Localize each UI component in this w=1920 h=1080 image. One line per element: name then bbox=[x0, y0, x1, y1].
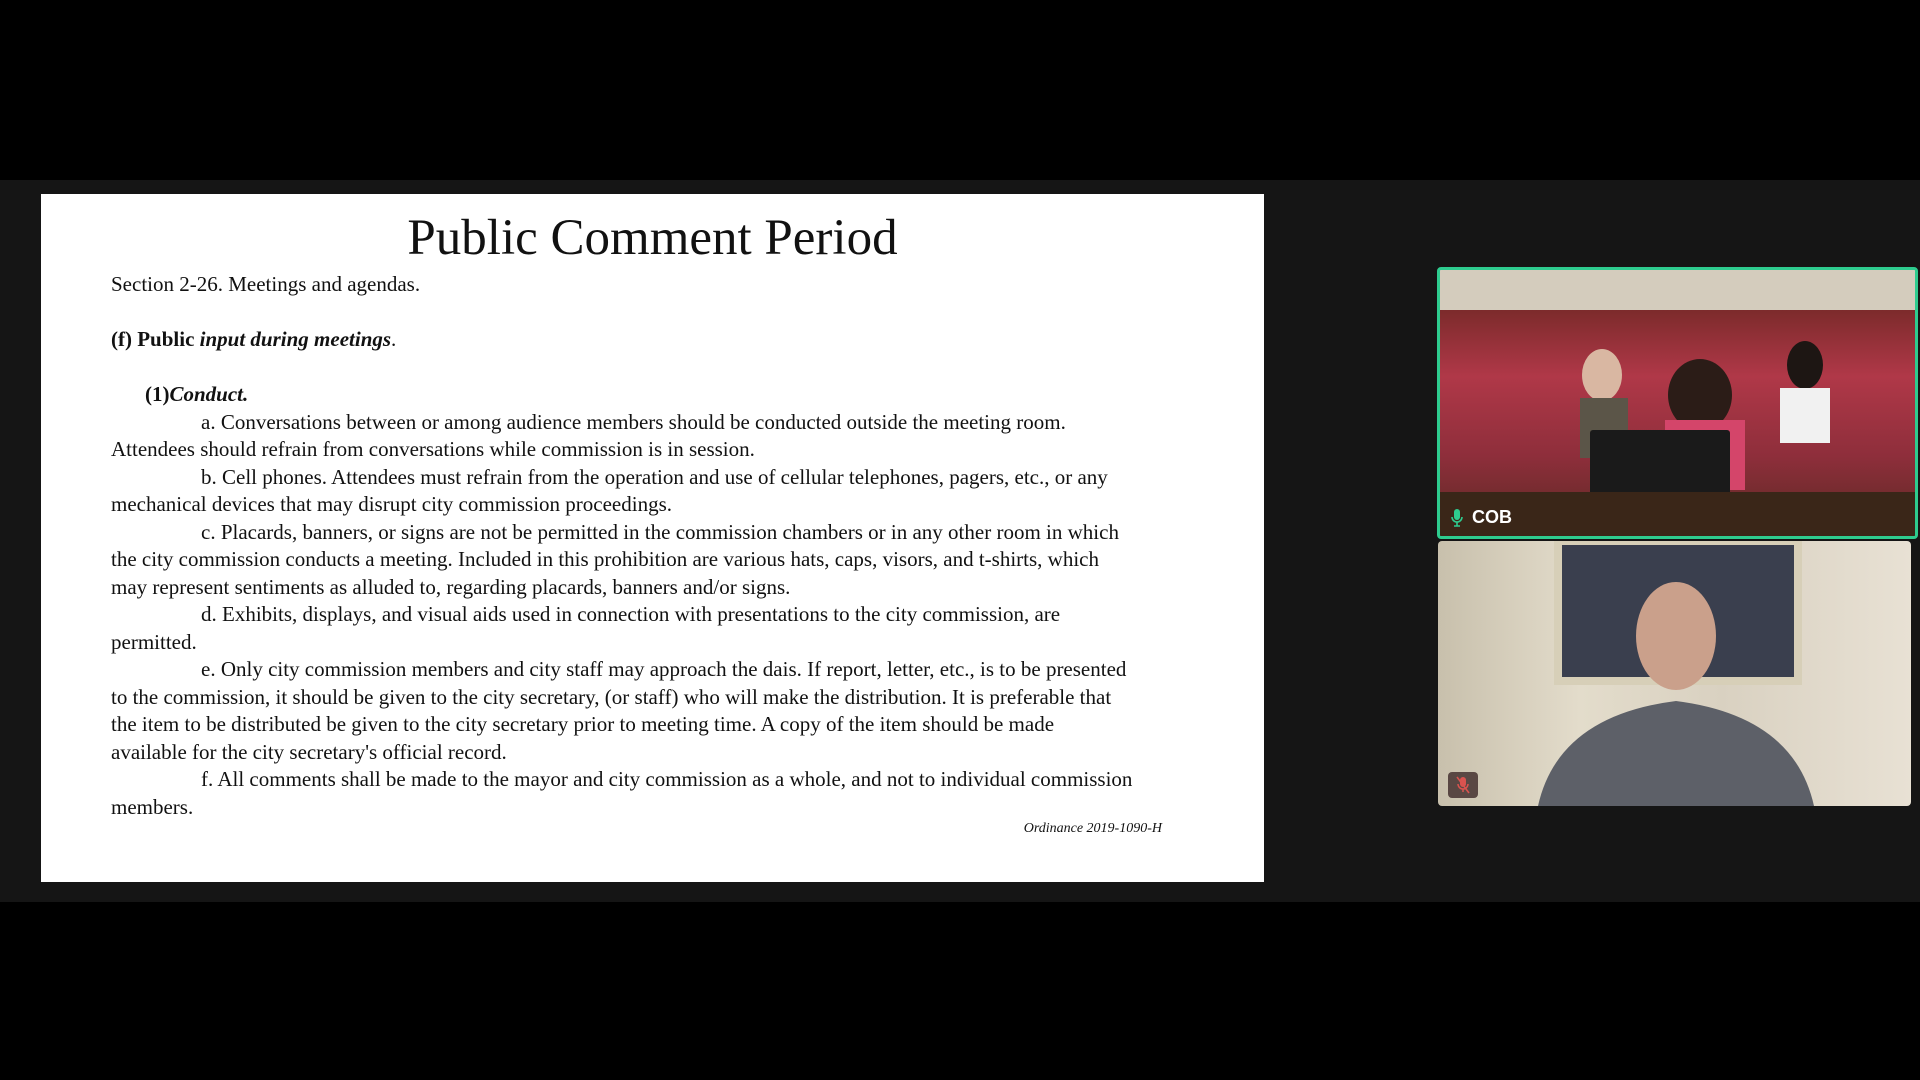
video-feed bbox=[1440, 270, 1915, 536]
section-heading: Section 2-26. Meetings and agendas. bbox=[111, 272, 421, 296]
slide-title: Public Comment Period bbox=[407, 210, 898, 266]
participant-name: COB bbox=[1472, 507, 1512, 527]
rule-a-line-2: Attendees should refrain from conversations while commission is in session. bbox=[111, 437, 755, 461]
rule-b-line-2: mechanical devices that may disrupt city commission proceedings. bbox=[111, 492, 673, 516]
rule-b-line-1: b. Cell phones. Attendees must refrain from the operation and use of cellular telephones, pagers, etc., or any bbox=[201, 464, 1108, 489]
rule-c-line-1: c. Placards, banners, or signs are not be permitted in the commission chambers or in any other room in which bbox=[201, 519, 1119, 544]
shared-screen-slide bbox=[41, 194, 1264, 882]
ordinance-reference: Ordinance 2019-1090-H bbox=[1023, 821, 1162, 836]
rule-e-line-2: to the commission, it should be given to the city secretary, (or staff) who will make the distribution. It is preferable that bbox=[111, 684, 1112, 709]
rule-f-line-2: members. bbox=[111, 794, 194, 819]
rule-e-line-4: available for the city secretary's official record. bbox=[111, 739, 507, 764]
slide-body bbox=[111, 271, 1241, 821]
rule-d-line-2: permitted. bbox=[111, 629, 197, 654]
mic-muted-icon bbox=[1448, 772, 1478, 798]
mic-icon bbox=[1450, 508, 1464, 528]
participant-name-tag bbox=[1450, 507, 1512, 528]
subsection-heading: (f) Public input during meetings. bbox=[111, 327, 397, 351]
rule-d-line-1: d. Exhibits, displays, and visual aids used in connection with presentations to the city commission, are bbox=[201, 602, 1061, 626]
participant-tile-cob[interactable] bbox=[1437, 267, 1918, 539]
rule-c-line-3: may represent sentiments as alluded to, regarding placards, banners and/or signs. bbox=[111, 574, 791, 599]
video-feed bbox=[1438, 541, 1911, 806]
participant-tile-video[interactable] bbox=[1438, 541, 1911, 806]
rule-e-line-1: e. Only city commission members and city staff may approach the dais. If report, letter, etc., is to be presented bbox=[201, 657, 1127, 681]
rule-c-line-2: the city commission conducts a meeting. Included in this prohibition are various hats, caps, visors, and t-shirts, which bbox=[111, 547, 1099, 571]
rule-e-line-3: the item to be distributed be given to the city secretary prior to meeting time. A copy of the item should be made bbox=[111, 712, 1055, 736]
rule-f-line-1: f. All comments shall be made to the mayor and city commission as a whole, and not to individual commission bbox=[201, 767, 1133, 791]
rule-a-line-1: a. Conversations between or among audience members should be conducted outside the meeting room. bbox=[201, 409, 1066, 434]
conduct-heading: (1)Conduct. bbox=[145, 382, 249, 406]
